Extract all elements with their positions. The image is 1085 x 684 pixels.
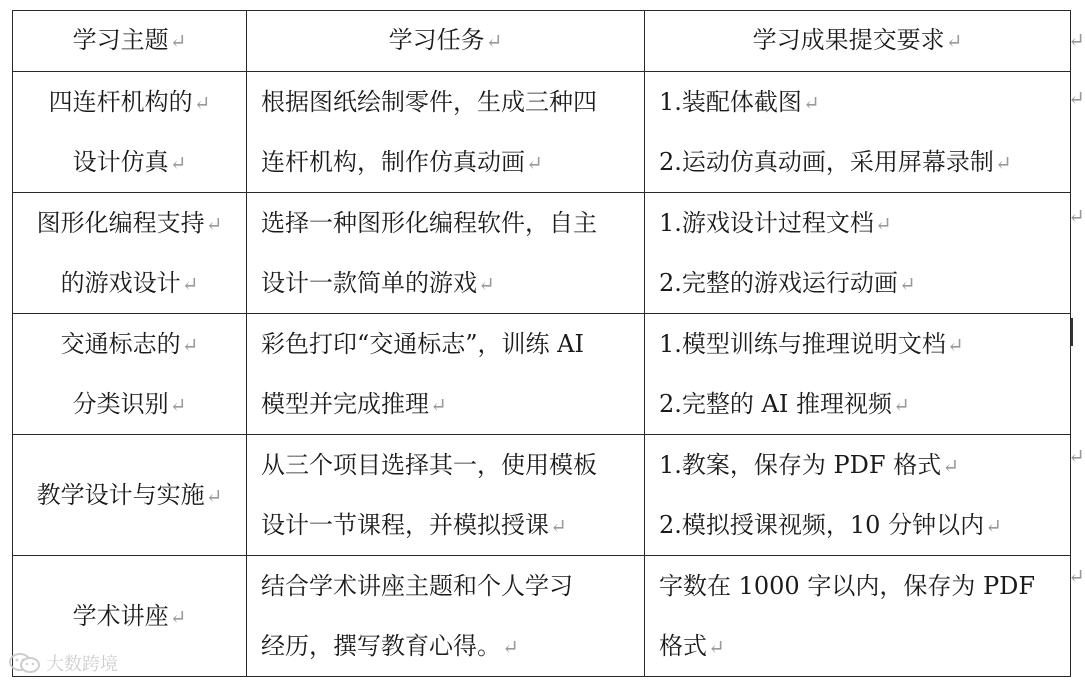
cell-text: 根据图纸绘制零件，生成三种四 [261, 88, 597, 116]
table-row [13, 72, 1071, 193]
cell-text: 结合学术讲座主题和个人学习 [261, 572, 573, 600]
paragraph-mark-icon: ↵ [946, 333, 964, 357]
cell-line [261, 314, 634, 374]
cell-line [659, 495, 1060, 555]
cell-result[interactable] [645, 193, 1071, 314]
cell-line [659, 193, 1060, 253]
cell-text: 2.完整的游戏运行动画 [659, 269, 898, 297]
row-end-mark-icon: ↵ [1068, 86, 1085, 110]
cell-text: 从三个项目选择其一，使用模板 [261, 451, 597, 479]
paragraph-mark-icon: ↵ [526, 151, 543, 175]
header-topic[interactable] [13, 11, 247, 72]
cell-line [659, 314, 1060, 374]
cell-task[interactable] [247, 72, 645, 193]
cell-line [261, 72, 634, 132]
header-result[interactable] [645, 11, 1071, 72]
table-row [13, 193, 1071, 314]
paragraph-mark-icon: ↵ [802, 91, 820, 115]
header-row [13, 11, 1071, 72]
cell-line [13, 193, 246, 253]
paragraph-mark-icon: ↵ [502, 635, 519, 659]
watermark-text: 大数跨境 [46, 654, 118, 675]
cell-topic[interactable] [13, 435, 247, 556]
cell-text: 2.完整的 AI 推理视频 [659, 390, 892, 418]
cell-line [261, 193, 634, 253]
cell-text: 学术讲座 [72, 602, 169, 630]
wechat-logo-icon [8, 652, 42, 674]
task-table [12, 10, 1071, 677]
cell-text: 2.运动仿真动画，采用屏幕录制 [659, 148, 994, 176]
cell-text: 连杆机构，制作仿真动画 [261, 148, 525, 176]
cell-text: 四连杆机构的 [48, 88, 193, 116]
paragraph-mark-icon: ↵ [994, 151, 1012, 175]
paragraph-mark-icon: ↵ [169, 393, 187, 417]
row-end-mark-icon: ↵ [1068, 564, 1085, 588]
header-task[interactable] [247, 11, 645, 72]
cell-text: 模型并完成推理 [261, 390, 429, 418]
cell-line [13, 374, 246, 434]
paragraph-mark-icon: ↵ [430, 393, 447, 417]
cell-text: 的游戏设计 [60, 269, 181, 297]
table-header [13, 11, 1071, 72]
paragraph-mark-icon: ↵ [181, 272, 199, 296]
paragraph-mark-icon: ↵ [942, 454, 959, 478]
cell-line [261, 556, 634, 616]
cell-line [659, 616, 1060, 676]
paragraph-mark-icon: ↵ [945, 29, 963, 53]
text-cursor [1071, 318, 1073, 346]
cell-task[interactable] [247, 435, 645, 556]
cell-text: 格式 [659, 632, 707, 660]
cell-text: 2.模拟授课视频，10 分钟以内 [659, 511, 985, 539]
cell-text: 教学设计与实施 [36, 481, 205, 509]
cell-text: 设计一节课程，并模拟授课 [261, 511, 549, 539]
cell-line [659, 72, 1060, 132]
paragraph-mark-icon: ↵ [874, 212, 892, 236]
cell-task[interactable] [247, 314, 645, 435]
paragraph-mark-icon: ↵ [169, 29, 187, 53]
watermark [8, 650, 118, 676]
header-task-text: 学习任务 [388, 26, 485, 54]
cell-line [13, 132, 246, 192]
header-result-text: 学习成果提交要求 [752, 26, 945, 54]
cell-topic[interactable] [13, 314, 247, 435]
cell-text: 选择一种图形化编程软件，自主 [261, 209, 597, 237]
cell-topic[interactable] [13, 72, 247, 193]
cell-task[interactable] [247, 193, 645, 314]
cell-text: 1.装配体截图 [659, 88, 802, 116]
paragraph-mark-icon: ↵ [892, 393, 910, 417]
paragraph-mark-icon: ↵ [181, 333, 199, 357]
cell-text: 图形化编程支持 [36, 209, 205, 237]
paragraph-mark-icon: ↵ [205, 484, 223, 508]
cell-line [13, 72, 246, 132]
cell-result[interactable] [645, 314, 1071, 435]
row-end-mark-icon: ↵ [1068, 28, 1085, 52]
cell-line [659, 132, 1060, 192]
paragraph-mark-icon: ↵ [485, 29, 503, 53]
cell-text: 设计一款简单的游戏 [261, 269, 477, 297]
cell-text: 1.教案，保存为 PDF 格式 [659, 451, 942, 479]
cell-text: 字数在 1000 字以内，保存为 PDF [659, 572, 1036, 600]
paragraph-mark-icon: ↵ [985, 514, 1002, 538]
paragraph-mark-icon: ↵ [550, 514, 567, 538]
cell-line [13, 253, 246, 313]
cell-line [261, 495, 634, 555]
paragraph-mark-icon: ↵ [169, 605, 187, 629]
cell-text: 设计仿真 [72, 148, 169, 176]
cell-line [659, 556, 1060, 616]
paragraph-mark-icon: ↵ [478, 272, 495, 296]
header-topic-text: 学习主题 [72, 26, 169, 54]
table-body [13, 72, 1071, 677]
row-end-mark-icon: ↵ [1068, 204, 1085, 228]
cell-text: 彩色打印“交通标志”，训练 AI [261, 330, 584, 358]
cell-task[interactable] [247, 556, 645, 677]
cell-text: 分类识别 [72, 390, 169, 418]
cell-text: 1.模型训练与推理说明文档 [659, 330, 946, 358]
cell-line [659, 253, 1060, 313]
cell-topic[interactable] [13, 193, 247, 314]
cell-result[interactable] [645, 72, 1071, 193]
paragraph-mark-icon: ↵ [205, 212, 223, 236]
cell-line [13, 465, 246, 525]
cell-result[interactable] [645, 435, 1071, 556]
cell-line [659, 435, 1060, 495]
cell-result[interactable] [645, 556, 1071, 677]
cell-line [13, 314, 246, 374]
paragraph-mark-icon: ↵ [193, 91, 211, 115]
cell-line [261, 374, 634, 434]
paragraph-mark-icon: ↵ [169, 151, 187, 175]
cell-line [261, 253, 634, 313]
row-end-mark-icon: ↵ [1068, 444, 1085, 468]
cell-text: 1.游戏设计过程文档 [659, 209, 874, 237]
cell-line [13, 586, 246, 646]
cell-text: 交通标志的 [60, 330, 181, 358]
cell-line [261, 616, 634, 676]
paragraph-mark-icon: ↵ [708, 635, 725, 659]
table-row [13, 556, 1071, 677]
table-row [13, 314, 1071, 435]
table-row [13, 435, 1071, 556]
cell-line [261, 132, 634, 192]
paragraph-mark-icon: ↵ [898, 272, 916, 296]
cell-text: 经历，撰写教育心得。 [261, 632, 501, 660]
cell-line [261, 435, 634, 495]
cell-line [659, 374, 1060, 434]
